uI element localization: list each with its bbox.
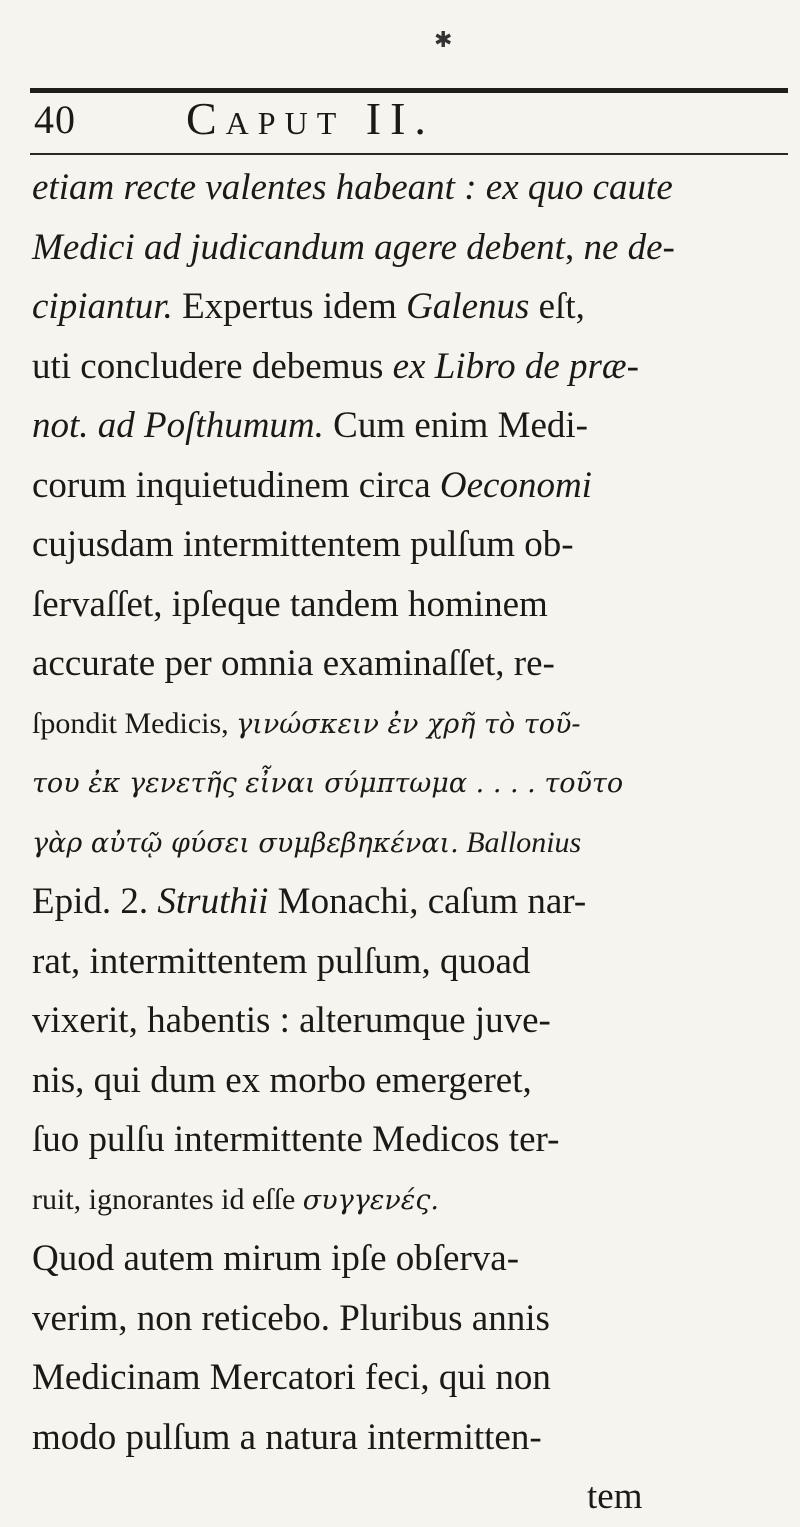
roman-text: rat, intermittentem pulſum, quoad (32, 940, 531, 982)
italic-text: ne de- (583, 226, 675, 268)
text-line (32, 694, 792, 754)
text-line (32, 337, 792, 397)
text-line (32, 872, 792, 932)
roman-text: Epid. 2. (32, 881, 158, 922)
text-line (32, 158, 792, 218)
printer-ornament-mark: ✱ (434, 28, 453, 53)
roman-text: ſpondit Medicis, (32, 706, 237, 740)
roman-text: Medicinam Mercatori feci, qui non (32, 1357, 551, 1398)
roman-text: corum inquietudinem circa (32, 464, 440, 506)
body-text (32, 158, 792, 1527)
page-header (34, 92, 774, 152)
text-line (32, 1051, 792, 1111)
roman-text: ſervaſſet, ipſeque tandem hominem (32, 583, 548, 625)
text-line (32, 991, 792, 1051)
roman-text: Cum enim Medi- (323, 405, 589, 446)
text-line (32, 456, 792, 516)
running-head: Caput II. (186, 93, 435, 144)
text-line (32, 515, 792, 575)
text-line (32, 1229, 792, 1289)
italic-text: Medici ad judicandum agere debent (32, 226, 565, 268)
text-line (32, 813, 792, 873)
greek-text: γινώσκειν ἐν χρῆ τὸ τοῦ- (236, 708, 581, 740)
text-line (32, 1110, 792, 1170)
roman-text: uti concludere debemus (32, 345, 393, 387)
italic-text: ex Libro de præ- (392, 345, 639, 387)
text-line (32, 1170, 792, 1230)
roman-text: accurate per omnia examinaſſet, re- (32, 643, 555, 684)
text-line (32, 1348, 792, 1408)
roman-text: eſt, (529, 286, 585, 327)
roman-text: tem (587, 1476, 643, 1517)
text-line (32, 1467, 792, 1527)
greek-text: του ἐκ γενετῆς εἶναι σύμπτωμα . . . . τοῦτο (32, 768, 624, 799)
greek-text: συγγενές. (302, 1184, 439, 1216)
italic-text: Oeconomi (439, 464, 592, 506)
greek-text: γὰρ αὐτῷ φύσει συμβεβηκέναι. (32, 827, 459, 859)
roman-text: Monachi, caſum nar- (268, 881, 587, 922)
italic-text: Struthii (157, 881, 269, 922)
roman-text: Expertus idem (172, 286, 407, 327)
roman-text: modo pulſum a natura intermitten- (32, 1416, 542, 1458)
roman-text: ſuo pulſu intermittente Medicos ter- (32, 1119, 560, 1160)
roman-text: ruit, ignorantes id eſſe (32, 1182, 303, 1216)
text-line (32, 396, 792, 456)
text-line (32, 753, 792, 813)
italic-text: etiam recte valentes habeant : ex quo caute (32, 167, 673, 208)
header-rule (30, 153, 788, 155)
italic-text: Ballonius (458, 825, 582, 859)
roman-text: Quod autem mirum ipſe obſerva- (32, 1238, 520, 1279)
roman-text: verim, non reticebo. Pluribus annis (32, 1297, 550, 1339)
italic-text: Galenus (406, 286, 530, 327)
roman-text: nis, qui dum ex morbo emergeret, (32, 1059, 532, 1101)
text-line (32, 634, 792, 694)
text-line (32, 1408, 792, 1468)
roman-text: , (564, 226, 584, 268)
text-line (32, 218, 792, 278)
roman-text: cujusdam intermittentem pulſum ob- (32, 524, 574, 565)
text-line (32, 575, 792, 635)
text-line (32, 932, 792, 992)
page-number: 40 (34, 97, 76, 142)
italic-text: not. ad Poſthumum. (32, 405, 324, 446)
text-line (32, 277, 792, 337)
roman-text: vixerit, habentis : alterumque juve- (32, 1000, 551, 1041)
text-line (32, 1289, 792, 1349)
italic-text: cipiantur. (32, 286, 173, 327)
